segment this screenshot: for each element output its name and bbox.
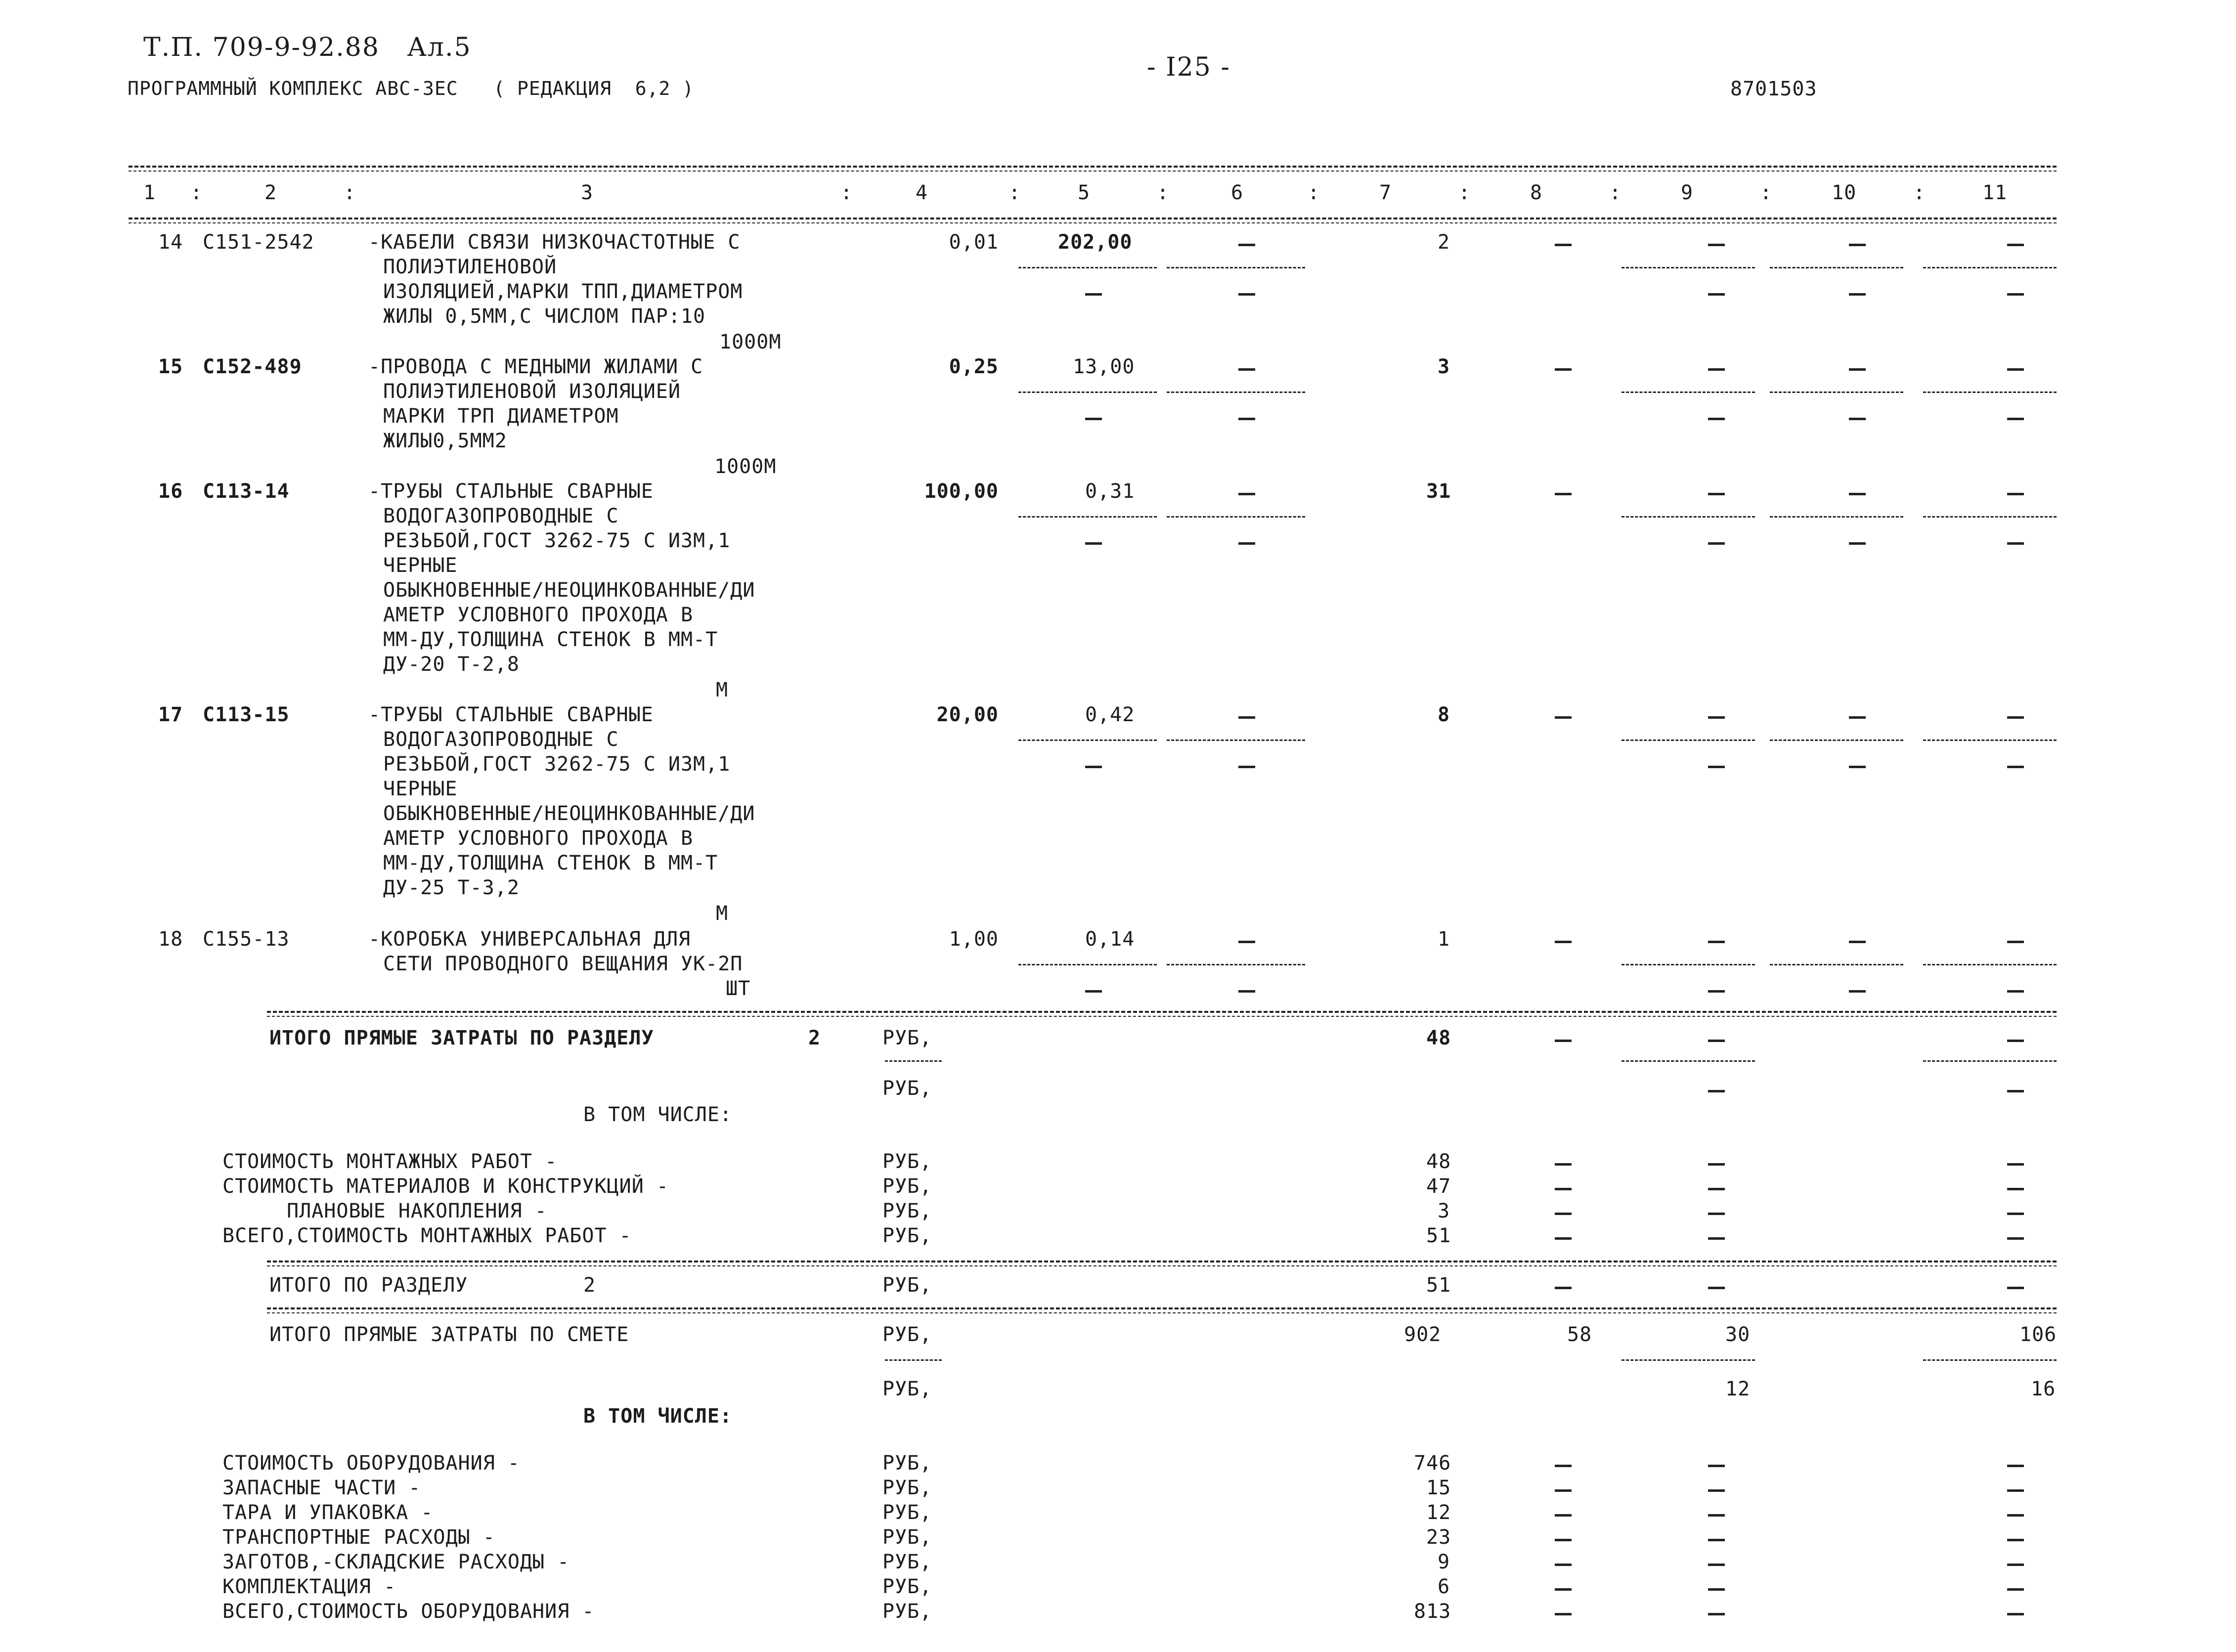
cell-rule (1018, 267, 1157, 268)
breakdown-value: 3 (1438, 1200, 1450, 1222)
empty-dash (1708, 1514, 1725, 1517)
empty-dash (1555, 244, 1572, 246)
row-desc-line: МАРКИ ТРП ДИАМЕТРОМ (383, 405, 619, 428)
section-number: 2 (583, 1274, 596, 1297)
estimate-total-col7: 902 (1404, 1323, 1442, 1346)
breakdown-value: 47 (1426, 1175, 1451, 1198)
empty-dash (1708, 1539, 1725, 1541)
section-rule-2 (267, 1016, 2057, 1017)
col-num-8: 8 (1530, 181, 1543, 204)
rub-label: РУБ, (882, 1150, 932, 1173)
empty-dash (2007, 1514, 2024, 1517)
row-unit: 1000М (719, 331, 782, 353)
row-code: С152-489 (203, 355, 302, 378)
col-sep: : (1609, 181, 1622, 204)
empty-dash (1555, 1613, 1572, 1615)
section-number: 2 (808, 1027, 821, 1049)
empty-dash (1238, 542, 1255, 545)
section-total-value: 48 (1426, 1027, 1451, 1049)
empty-dash (1555, 1163, 1572, 1166)
row-qty: 1,00 (949, 928, 999, 951)
empty-dash (1085, 418, 1102, 420)
cell-rule (1923, 267, 2057, 268)
row-desc-line: РЕЗЬБОЙ,ГОСТ 3262-75 С ИЗМ,1 (383, 529, 731, 552)
breakdown-value: 48 (1426, 1150, 1451, 1173)
row-desc-line: ПОЛИЭТИЛЕНОВОЙ ИЗОЛЯЦИЕЙ (383, 380, 681, 403)
empty-dash (1555, 1237, 1572, 1240)
row-qty: 0,01 (949, 231, 999, 254)
cell-rule (1622, 1359, 1755, 1361)
section-rule (267, 1307, 2057, 1309)
col-sep: : (1157, 181, 1170, 204)
row-desc-line: -ТРУБЫ СТАЛЬНЫЕ СВАРНЫЕ (368, 480, 654, 503)
empty-dash (1708, 1564, 1725, 1566)
row-total: 2 (1438, 231, 1450, 254)
empty-dash (2007, 418, 2024, 420)
row-price: 202,00 (1058, 231, 1133, 254)
row-price: 13,00 (1073, 355, 1135, 378)
empty-dash (2007, 716, 2024, 719)
cell-rule (1018, 964, 1157, 965)
row-unit: М (716, 679, 729, 701)
empty-dash (2007, 941, 2024, 943)
top-rule (129, 166, 2057, 168)
row-total: 31 (1426, 480, 1451, 503)
empty-dash (1708, 990, 1725, 993)
empty-dash (1849, 542, 1866, 545)
row-desc-line: ММ-ДУ,ТОЛЩИНА СТЕНОК В ММ-Т (383, 852, 718, 874)
empty-dash (1555, 1213, 1572, 1215)
breakdown-label: СТОИМОСТЬ ОБОРУДОВАНИЯ - (222, 1452, 520, 1475)
row-unit: ШТ (726, 977, 751, 1000)
empty-dash (1085, 293, 1102, 296)
empty-dash (2007, 293, 2024, 296)
row-desc-line: РЕЗЬБОЙ,ГОСТ 3262-75 С ИЗМ,1 (383, 753, 731, 776)
empty-dash (1238, 766, 1255, 768)
empty-dash (1708, 1287, 1725, 1289)
row-desc-line: ДУ-25 Т-3,2 (383, 876, 520, 899)
empty-dash (1555, 1514, 1572, 1517)
cell-rule (1167, 964, 1305, 965)
breakdown-label: СТОИМОСТЬ МАТЕРИАЛОВ И КОНСТРУКЦИЙ - (222, 1175, 669, 1198)
empty-dash (2007, 1163, 2024, 1166)
section-rule-2 (267, 1265, 2057, 1266)
empty-dash (1849, 418, 1866, 420)
empty-dash (1708, 542, 1725, 545)
empty-dash (1849, 990, 1866, 993)
breakdown-label: ЗАГОТОВ,-СКЛАДСКИЕ РАСХОДЫ - (222, 1551, 570, 1573)
empty-dash (1708, 1040, 1725, 1042)
empty-dash (1849, 293, 1866, 296)
empty-dash (1555, 1465, 1572, 1467)
row-total: 1 (1438, 928, 1450, 951)
empty-dash (1849, 368, 1866, 371)
rub-label: РУБ, (882, 1077, 932, 1100)
cell-rule (1018, 739, 1157, 741)
cell-rule (1167, 267, 1305, 268)
rub-label: РУБ, (882, 1224, 932, 1247)
cell-rule (885, 1060, 942, 1062)
estimate-total-col11-b: 16 (2031, 1378, 2056, 1400)
col-num-3: 3 (581, 181, 594, 204)
rub-label: РУБ, (882, 1378, 932, 1400)
rub-label: РУБ, (882, 1575, 932, 1598)
row-number: 17 (158, 703, 183, 726)
row-desc-line: ЧЕРНЫЕ (383, 554, 458, 577)
empty-dash (1085, 766, 1102, 768)
empty-dash (2007, 1613, 2024, 1615)
breakdown-label: ЗАПАСНЫЕ ЧАСТИ - (222, 1477, 421, 1499)
empty-dash (1708, 244, 1725, 246)
cell-rule (1167, 391, 1305, 393)
breakdown-value: 23 (1426, 1526, 1451, 1549)
cell-rule (1923, 1060, 2057, 1062)
row-desc-line: ОБЫКНОВЕННЫЕ/НЕОЦИНКОВАННЫЕ/ДИ (383, 802, 755, 825)
row-price: 0,31 (1085, 480, 1135, 503)
empty-dash (1085, 990, 1102, 993)
cell-rule (1770, 391, 1903, 393)
cell-rule (1923, 964, 2057, 965)
section-rule (267, 1261, 2057, 1262)
row-desc-line: ПОЛИЭТИЛЕНОВОЙ (383, 256, 557, 278)
row-desc-line: ЖИЛЫ 0,5ММ,С ЧИСЛОМ ПАР:10 (383, 305, 706, 328)
col-sep: : (1008, 181, 1021, 204)
col-sep: : (1760, 181, 1773, 204)
col-sep: : (1913, 181, 1926, 204)
breakdown-value: 813 (1414, 1600, 1451, 1623)
program-label: ПРОГРАММНЫЙ КОМПЛЕКС АВС-ЗЕС ( РЕДАКЦИЯ 6,2 ) (128, 78, 695, 99)
rub-label: РУБ, (882, 1551, 932, 1573)
col-num-9: 9 (1681, 181, 1694, 204)
cell-rule (1770, 739, 1903, 741)
cell-rule (1622, 964, 1755, 965)
row-desc-line: ВОДОГАЗОПРОВОДНЫЕ С (383, 505, 619, 527)
empty-dash (2007, 990, 2024, 993)
rub-label: РУБ, (882, 1027, 932, 1049)
col-num-4: 4 (916, 181, 928, 204)
breakdown-label: КОМПЛЕКТАЦИЯ - (222, 1575, 396, 1598)
empty-dash (1555, 716, 1572, 719)
section-sum-label: ИТОГО ПО РАЗДЕЛУ (269, 1274, 468, 1297)
breakdown-label: ТРАНСПОРТНЫЕ РАСХОДЫ - (222, 1526, 495, 1549)
breakdown-label: ВСЕГО,СТОИМОСТЬ ОБОРУДОВАНИЯ - (222, 1600, 595, 1623)
empty-dash (2007, 1237, 2024, 1240)
breakdown-value: 746 (1414, 1452, 1451, 1475)
row-price: 0,42 (1085, 703, 1135, 726)
empty-dash (2007, 1040, 2024, 1042)
col-sep: : (1458, 181, 1471, 204)
empty-dash (2007, 1188, 2024, 1190)
col-sep: : (190, 181, 203, 204)
rub-label: РУБ, (882, 1274, 932, 1297)
section-rule (267, 1011, 2057, 1013)
cell-rule (1018, 516, 1157, 518)
empty-dash (1708, 493, 1725, 495)
row-desc-line: -КАБЕЛИ СВЯЗИ НИЗКОЧАСТОТНЫЕ С (368, 231, 741, 254)
breakdown-value: 12 (1426, 1501, 1451, 1524)
row-desc-line: ОБЫКНОВЕННЫЕ/НЕОЦИНКОВАННЫЕ/ДИ (383, 579, 755, 602)
col-sep: : (1308, 181, 1320, 204)
empty-dash (1708, 1237, 1725, 1240)
empty-dash (1555, 1588, 1572, 1591)
empty-dash (1238, 990, 1255, 993)
cell-rule (885, 1359, 942, 1361)
rub-label: РУБ, (882, 1526, 932, 1549)
row-desc-line: АМЕТР УСЛОВНОГО ПРОХОДА В (383, 827, 694, 850)
empty-dash (2007, 1465, 2024, 1467)
empty-dash (1555, 1539, 1572, 1541)
row-desc-line: АМЕТР УСЛОВНОГО ПРОХОДА В (383, 604, 694, 626)
cell-rule (1622, 1060, 1755, 1062)
empty-dash (1085, 542, 1102, 545)
row-code: С113-14 (203, 480, 290, 503)
empty-dash (2007, 244, 2024, 246)
row-desc-line: ММ-ДУ,ТОЛЩИНА СТЕНОК В ММ-Т (383, 628, 718, 651)
tp-label: Т.П. 709-9-92.88 Ал.5 (143, 33, 472, 62)
empty-dash (1708, 1090, 1725, 1092)
empty-dash (1238, 941, 1255, 943)
breakdown-label: ТАРА И УПАКОВКА - (222, 1501, 434, 1524)
col-num-1: 1 (143, 181, 156, 204)
breakdown-value: 6 (1438, 1575, 1450, 1598)
empty-dash (1238, 368, 1255, 371)
page-number: - I25 - (1147, 52, 1230, 82)
cell-rule (1622, 739, 1755, 741)
breakdown-value: 9 (1438, 1551, 1450, 1573)
col-num-10: 10 (1832, 181, 1857, 204)
empty-dash (1238, 418, 1255, 420)
rub-label: РУБ, (882, 1600, 932, 1623)
empty-dash (1555, 1489, 1572, 1492)
section-sum-value: 51 (1426, 1274, 1451, 1297)
breakdown-label: ВСЕГО,СТОИМОСТЬ МОНТАЖНЫХ РАБОТ - (222, 1224, 632, 1247)
row-desc-line: -ПРОВОДА С МЕДНЫМИ ЖИЛАМИ С (368, 355, 703, 378)
row-unit: 1000М (714, 455, 777, 478)
empty-dash (1555, 941, 1572, 943)
empty-dash (1708, 293, 1725, 296)
row-desc-line: ЖИЛЫ0,5ММ2 (383, 430, 507, 452)
section-total-label: ИТОГО ПРЯМЫЕ ЗАТРАТЫ ПО РАЗДЕЛУ (269, 1027, 654, 1049)
estimate-total-col9: 30 (1725, 1323, 1751, 1346)
row-desc-line: ИЗОЛЯЦИЕЙ,МАРКИ ТПП,ДИАМЕТРОМ (383, 280, 743, 303)
breakdown-value: 51 (1426, 1224, 1451, 1247)
top-rule-2 (129, 171, 2057, 172)
col-num-7: 7 (1379, 181, 1392, 204)
breakdown-label: СТОИМОСТЬ МОНТАЖНЫХ РАБОТ - (222, 1150, 558, 1173)
cell-rule (1923, 739, 2057, 741)
row-total: 3 (1438, 355, 1450, 378)
col-sep: : (840, 181, 853, 204)
row-desc-line: ДУ-20 Т-2,8 (383, 653, 520, 676)
empty-dash (1555, 1287, 1572, 1289)
col-num-11: 11 (1982, 181, 2008, 204)
empty-dash (2007, 1287, 2024, 1289)
rub-label: РУБ, (882, 1477, 932, 1499)
cell-rule (1770, 267, 1903, 268)
empty-dash (2007, 1213, 2024, 1215)
breakdown-label: ПЛАНОВЫЕ НАКОПЛЕНИЯ - (287, 1200, 547, 1222)
row-desc-line: -ТРУБЫ СТАЛЬНЫЕ СВАРНЫЕ (368, 703, 654, 726)
cell-rule (1167, 516, 1305, 518)
row-desc-line: СЕТИ ПРОВОДНОГО ВЕЩАНИЯ УК-2П (383, 953, 743, 975)
row-qty: 100,00 (924, 480, 999, 503)
cell-rule (1018, 391, 1157, 393)
row-number: 14 (158, 231, 183, 254)
row-code: С155-13 (203, 928, 290, 951)
row-code: С113-15 (203, 703, 290, 726)
empty-dash (1849, 941, 1866, 943)
estimate-total-col11: 106 (2019, 1323, 2057, 1346)
cell-rule (1167, 739, 1305, 741)
empty-dash (1708, 1213, 1725, 1215)
cell-rule (1622, 267, 1755, 268)
row-desc-line: -КОРОБКА УНИВЕРСАЛЬНАЯ ДЛЯ (368, 928, 691, 951)
row-price: 0,14 (1085, 928, 1135, 951)
row-number: 15 (158, 355, 183, 378)
row-qty: 20,00 (936, 703, 999, 726)
empty-dash (2007, 1539, 2024, 1541)
empty-dash (1555, 1564, 1572, 1566)
empty-dash (1555, 1040, 1572, 1042)
empty-dash (2007, 493, 2024, 495)
empty-dash (2007, 542, 2024, 545)
empty-dash (1238, 493, 1255, 495)
cell-rule (1770, 516, 1903, 518)
rub-label: РУБ, (882, 1200, 932, 1222)
empty-dash (2007, 766, 2024, 768)
row-unit: М (716, 902, 729, 925)
empty-dash (1708, 418, 1725, 420)
rub-label: РУБ, (882, 1323, 932, 1346)
estimate-total-label: ИТОГО ПРЯМЫЕ ЗАТРАТЫ ПО СМЕТЕ (269, 1323, 629, 1346)
header-bottom-rule-2 (129, 222, 2057, 223)
empty-dash (2007, 1489, 2024, 1492)
row-desc-line: ВОДОГАЗОПРОВОДНЫЕ С (383, 728, 619, 751)
cell-rule (1923, 516, 2057, 518)
empty-dash (1849, 493, 1866, 495)
row-desc-line: ЧЕРНЫЕ (383, 778, 458, 800)
rub-label: РУБ, (882, 1175, 932, 1198)
cell-rule (1923, 1359, 2057, 1361)
empty-dash (1849, 766, 1866, 768)
col-num-5: 5 (1078, 181, 1091, 204)
empty-dash (1708, 1613, 1725, 1615)
doc-code: 8701503 (1730, 78, 1817, 100)
empty-dash (1849, 716, 1866, 719)
empty-dash (1708, 1465, 1725, 1467)
rub-label: РУБ, (882, 1501, 932, 1524)
col-sep: : (344, 181, 356, 204)
empty-dash (1555, 493, 1572, 495)
cell-rule (1923, 391, 2057, 393)
cell-rule (1770, 964, 1903, 965)
cell-rule (1622, 391, 1755, 393)
estimate-total-col9-b: 12 (1725, 1378, 1751, 1400)
empty-dash (1708, 368, 1725, 371)
including-label: В ТОМ ЧИСЛЕ: (583, 1103, 732, 1126)
row-total: 8 (1438, 703, 1450, 726)
row-number: 16 (158, 480, 183, 503)
empty-dash (2007, 1090, 2024, 1092)
empty-dash (1238, 716, 1255, 719)
empty-dash (2007, 1564, 2024, 1566)
cell-rule (1622, 516, 1755, 518)
col-num-2: 2 (264, 181, 277, 204)
row-code: С151-2542 (203, 231, 314, 254)
empty-dash (1708, 1588, 1725, 1591)
estimate-total-col8: 58 (1567, 1323, 1592, 1346)
empty-dash (1555, 368, 1572, 371)
row-qty: 0,25 (949, 355, 999, 378)
breakdown-value: 15 (1426, 1477, 1451, 1499)
empty-dash (1708, 716, 1725, 719)
empty-dash (1555, 1188, 1572, 1190)
rub-label: РУБ, (882, 1452, 932, 1475)
section-rule-2 (267, 1312, 2057, 1313)
including-label: В ТОМ ЧИСЛЕ: (583, 1405, 732, 1428)
empty-dash (1708, 1489, 1725, 1492)
empty-dash (1708, 1188, 1725, 1190)
header-bottom-rule (129, 217, 2057, 219)
empty-dash (1708, 1163, 1725, 1166)
empty-dash (1238, 244, 1255, 246)
empty-dash (1849, 244, 1866, 246)
empty-dash (2007, 1588, 2024, 1591)
row-number: 18 (158, 928, 183, 951)
empty-dash (1238, 293, 1255, 296)
empty-dash (2007, 368, 2024, 371)
col-num-6: 6 (1231, 181, 1244, 204)
empty-dash (1708, 766, 1725, 768)
empty-dash (1708, 941, 1725, 943)
